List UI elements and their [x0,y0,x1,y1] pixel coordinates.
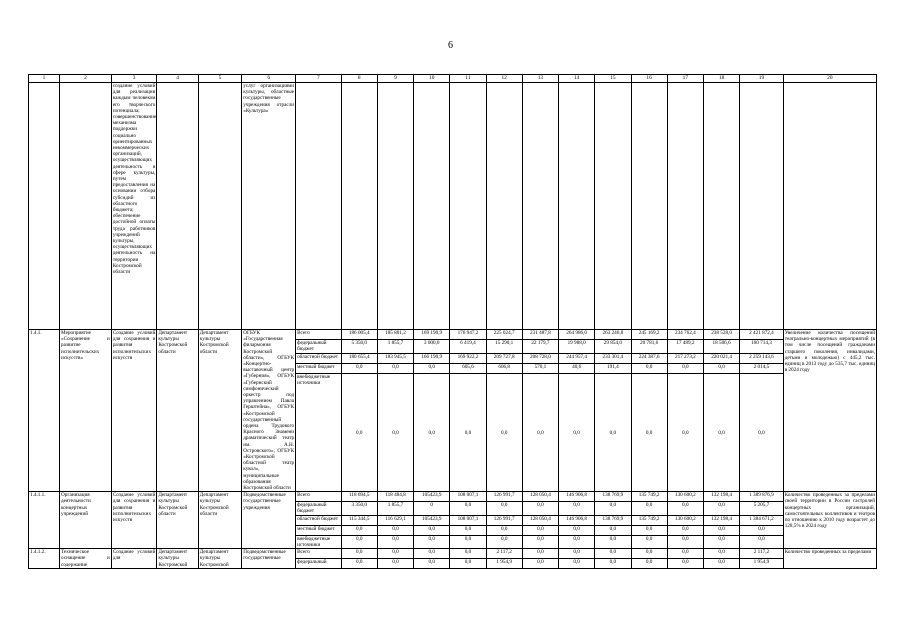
amount-cell: 183 945,5 [377,353,413,363]
amount-cell: 0,0 [559,559,595,569]
amount-cell: 0,0 [377,525,413,535]
column-number-11: 11 [450,75,486,83]
program-task-cell: Создание условий для [111,549,157,569]
amount-cell: 0,0 [595,374,631,492]
amount-cell: 605,6 [450,363,486,373]
indicator-cell: Количество проведенных за пределами своей территории в России гастролей концертных организаций, самостоятельных коллективов и театров по отношению к 2010 году возрастет до 128,5% в 2024 году [783,492,876,549]
amount-cell: 0,0 [377,549,413,559]
amount-cell: 0,0 [522,549,558,559]
column-number-20: 20 [783,75,876,83]
amount-cell: 0,0 [631,502,667,515]
column-number-15: 15 [595,75,631,83]
amount-cell: 0,0 [341,374,377,492]
amount-cell: 22 179,7 [522,340,558,354]
amount-cell: 0,0 [414,525,450,535]
amount-cell: 0,0 [341,363,377,373]
amount-cell: 0,0 [450,559,486,569]
amount-cell: 0,0 [740,374,783,492]
funding-source-cell: федеральный [296,559,342,569]
customer-cell: Департамент культуры Костромской области [157,330,198,492]
amount-cell: 0,0 [414,559,450,569]
amount-cell: 1 384 671,2 [740,515,783,525]
amount-cell: 0,0 [559,502,595,515]
amount-cell: 0,0 [703,502,739,515]
column-number-14: 14 [559,75,595,83]
amount-cell: 0,0 [631,525,667,535]
amount-cell: 0,0 [450,549,486,559]
continuation-row [29,83,877,330]
amount-cell: 0,0 [414,363,450,373]
amount-cell: 19 988,0 [559,340,595,354]
amount-cell: 0,0 [341,549,377,559]
amount-cell: 0,0 [559,549,595,559]
amount-cell: 0,0 [703,374,739,492]
amount-cell: 0,0 [667,374,703,492]
amount-cell: 40,6 [559,363,595,373]
amount-cell: 0,0 [595,535,631,548]
column-number-1: 1 [29,75,60,83]
column-number-9: 9 [377,75,413,83]
amount-cell: 1 389 876,9 [740,492,783,502]
amount-cell: 0,0 [414,535,450,548]
column-number-17: 17 [667,75,703,83]
amount-cell: 138 769,9 [595,492,631,502]
continuation-task-cell: создание условий для реализации каждым человеком его творческого потенциала; совершенствование механизма поддержки социально ориентированных некоммерческих организаций, осуществляющих деятельность в сфере культуры, путем предоставления на основании отбора субсидий из областного бюджета; обеспечение достойной оплаты труда работников учреждений культуры, осуществляющих деятельность на территории Костромской области [111,83,157,330]
amount-cell: 1 954,9 [486,559,522,569]
amount-cell: 5 205,7 [740,502,783,515]
funding-source-cell: местный бюджет [296,363,342,373]
executor-cell: Департамент культуры Костромской области [198,330,241,492]
program-code-cell: 1.4.1. [29,330,60,492]
amount-cell: 116 629,1 [377,515,413,525]
funding-source-cell: федеральный бюджет [296,502,342,515]
indicator-cell: Увеличение количества посещений театрально-концертных мероприятий (в том числе посещений гражданами старшего поколения, инвалидами, детьми и молодежью) с 445,2 тыс. единиц в 2013 году до 535,7 тыс. единиц в 2024 году [783,330,876,492]
amount-cell: 3 000,0 [414,340,450,354]
amount-cell: 0,0 [667,363,703,373]
amount-cell: 0,0 [703,535,739,548]
amount-cell: 225 024,7 [486,330,522,340]
amount-cell: 166 190,9 [414,353,450,363]
amount-cell: 263 246,8 [595,330,631,340]
amount-cell: 132 198,4 [703,492,739,502]
customer-cell: Департамент культуры Костромской [157,549,198,569]
amount-cell: 0,0 [595,502,631,515]
funding-source-cell: Всего [296,330,342,340]
table-row [29,492,877,502]
amount-cell: 0,0 [631,363,667,373]
amount-cell: 245 169,2 [631,330,667,340]
amount-cell: 0,0 [486,535,522,548]
amount-cell: 0,0 [667,549,703,559]
amount-cell: 0,0 [450,374,486,492]
amount-cell: 0,0 [631,535,667,548]
amount-cell: 570,1 [522,363,558,373]
amount-cell: 264 986,0 [559,330,595,340]
amount-cell: 0,0 [667,559,703,569]
amount-cell: 244 957,4 [559,353,595,363]
amount-cell: 0,0 [341,525,377,535]
amount-cell: 18 506,6 [703,340,739,354]
amount-cell: 126 991,7 [486,492,522,502]
amount-cell: 0,0 [740,535,783,548]
amount-cell: 0,0 [377,374,413,492]
column-number-5: 5 [198,75,241,83]
amount-cell: 0,0 [631,559,667,569]
amount-cell: 0,0 [377,559,413,569]
amount-cell: 0,0 [522,502,558,515]
participants-cell: Подведомственные государственные [242,549,296,569]
amount-cell: 0,0 [667,502,703,515]
amount-cell: 3 350,0 [341,502,377,515]
amount-cell: 108 007,1 [450,515,486,525]
amount-cell: 0,0 [667,525,703,535]
amount-cell: 0,0 [522,374,558,492]
amount-cell: 224 387,6 [631,353,667,363]
executor-cell: Департамент культуры Костромской области [198,492,241,549]
amount-cell: 128 050,4 [522,515,558,525]
amount-cell: 1 954,9 [740,559,783,569]
amount-cell: 0,0 [486,502,522,515]
column-number-7: 7 [296,75,342,83]
program-code-cell: 1.4.1.2. [29,549,60,569]
program-task-cell: Создание условий для сохранения и развития исполнительских искусств [111,492,157,549]
amount-cell: 6 419,4 [450,340,486,354]
amount-cell: 0,0 [595,525,631,535]
amount-cell: 115 344,5 [341,515,377,525]
amount-cell: 233 301,4 [595,353,631,363]
amount-cell: 0,0 [559,525,595,535]
amount-cell: 132 198,4 [703,515,739,525]
amount-cell: 180 655,4 [341,353,377,363]
amount-cell: 0,0 [703,525,739,535]
participants-cell: ОГБУК «Государственная филармония Костромской области», ОГБУК «Концертно-выставочный центр «Губерния», ОГБУК «Губернский симфонический оркестр под управлением Павла Герштейна», ОГБУК «Костромской государственный ордена Трудового Красного Знамени драматический театр им. А.Н. Островского», ОГБУК «Костромской областной театр кукол», муниципальные образования Костромской области [243,330,295,492]
amount-cell: 186 005,4 [341,330,377,340]
amount-cell: 2 014,5 [740,363,783,373]
column-number-3: 3 [111,75,157,83]
amount-cell: 0,0 [522,559,558,569]
amount-cell: 5 350,0 [341,340,377,354]
amount-cell: 1 855,7 [377,502,413,515]
column-number-18: 18 [703,75,739,83]
column-number-6: 6 [242,75,296,83]
amount-cell: 209 727,8 [486,353,522,363]
funding-source-cell: областной бюджет [296,353,342,363]
column-number-19: 19 [740,75,783,83]
column-number-12: 12 [486,75,522,83]
program-code-cell: 1.4.1.1. [29,492,60,549]
column-number-4: 4 [157,75,198,83]
amount-cell: 606,8 [486,363,522,373]
amount-cell: 0,0 [595,559,631,569]
amount-cell: 234 762,4 [667,330,703,340]
amount-cell: 0,0 [559,535,595,548]
amount-cell: 135 749,2 [631,515,667,525]
amount-cell: 108 007,1 [450,492,486,502]
amount-cell: 128 050,4 [522,492,558,502]
amount-cell: 0,0 [377,535,413,548]
amount-cell: 2 117,2 [486,549,522,559]
funding-source-cell: Всего [296,549,342,559]
column-number-2: 2 [60,75,112,83]
amount-cell: 105423,9 [414,492,450,502]
amount-cell: 185 801,2 [377,330,413,340]
amount-cell: 126 991,7 [486,515,522,525]
amount-cell: 0,0 [341,559,377,569]
amount-cell: 15 290,1 [486,340,522,354]
amount-cell: 146 906,8 [559,515,595,525]
page-number: 6 [448,40,453,51]
amount-cell: 169 190,9 [414,330,450,340]
amount-cell: 146 906,8 [559,492,595,502]
amount-cell: 0,0 [414,374,450,492]
amount-cell: 0,0 [486,374,522,492]
amount-cell: 118 484,8 [377,492,413,502]
amount-cell: 135 749,2 [631,492,667,502]
amount-cell: 0,0 [450,525,486,535]
amount-cell: 0,0 [703,549,739,559]
funding-source-cell: внебюджетные источники [296,535,342,548]
amount-cell: 2 117,2 [740,549,783,559]
program-name-cell: Организация деятельности концертных учреждений [60,492,112,549]
amount-cell: 238 528,0 [703,330,739,340]
amount-cell: 208 728,0 [522,353,558,363]
column-number-row [29,75,877,83]
amount-cell: 17 489,2 [667,340,703,354]
amount-cell: 0,0 [559,374,595,492]
funding-source-cell: областной бюджет [296,515,342,525]
amount-cell: 0,0 [522,525,558,535]
amount-cell: 138 769,9 [595,515,631,525]
amount-cell: 0,0 [341,535,377,548]
amount-cell: 0,0 [414,549,450,559]
table-row [29,330,877,340]
amount-cell: 0 [414,502,450,515]
amount-cell: 220 021,4 [703,353,739,363]
program-name-cell: Мероприятие «Сохранение и развитие исполнительских искусств» [60,330,112,492]
amount-cell: 2 421 872,4 [740,330,783,340]
amount-cell: 29 854,0 [595,340,631,354]
participants-cell: Подведомственные государственные учреждения [242,492,296,549]
amount-cell: 0,0 [631,374,667,492]
funding-source-cell: Всего [296,492,342,502]
column-number-13: 13 [522,75,558,83]
funding-source-cell: внебюджетные источники [296,374,342,492]
amount-cell: 130 600,2 [667,515,703,525]
amount-cell: 0,0 [450,502,486,515]
amount-cell: 0,0 [522,535,558,548]
amount-cell: 2 259 143,6 [740,353,783,363]
column-number-8: 8 [341,75,377,83]
amount-cell: 217 273,2 [667,353,703,363]
amount-cell: 105423,9 [414,515,450,525]
amount-cell: 169 922,2 [450,353,486,363]
amount-cell: 0,0 [450,535,486,548]
amount-cell: 160 714,3 [740,340,783,354]
funding-source-cell: федеральный бюджет [296,340,342,354]
amount-cell: 118 694,5 [341,492,377,502]
amount-cell: 0,0 [740,525,783,535]
continuation-participants-cell: услуг организациями культуры, областные государственные учреждения отрасли «Культура» [242,83,296,330]
amount-cell: 191,4 [595,363,631,373]
amount-cell: 0,0 [595,549,631,559]
amount-cell: 0,0 [486,525,522,535]
funding-source-cell: местный бюджет [296,525,342,535]
amount-cell: 231 487,8 [522,330,558,340]
amount-cell: 176 947,2 [450,330,486,340]
executor-cell: Департамент культуры Костромской [198,549,241,569]
amount-cell: 0,0 [667,535,703,548]
column-number-10: 10 [414,75,450,83]
amount-cell: 130 600,2 [667,492,703,502]
table-row [29,549,877,559]
program-name-cell: Техническое оснащение и содержание [61,549,110,568]
customer-cell: Департамент культуры Костромской области [157,492,198,549]
amount-cell: 0,0 [703,559,739,569]
amount-cell: 20 781,6 [631,340,667,354]
amount-cell: 0,0 [631,549,667,559]
amount-cell: 1 855,7 [377,340,413,354]
program-table [28,74,877,569]
amount-cell: 0,0 [377,363,413,373]
amount-cell: 0,0 [703,363,739,373]
indicator-cell: Количество проведенных за пределами [783,549,876,569]
program-task-cell: Создание условий для сохранения и развития исполнительских искусств [111,330,157,492]
column-number-16: 16 [631,75,667,83]
